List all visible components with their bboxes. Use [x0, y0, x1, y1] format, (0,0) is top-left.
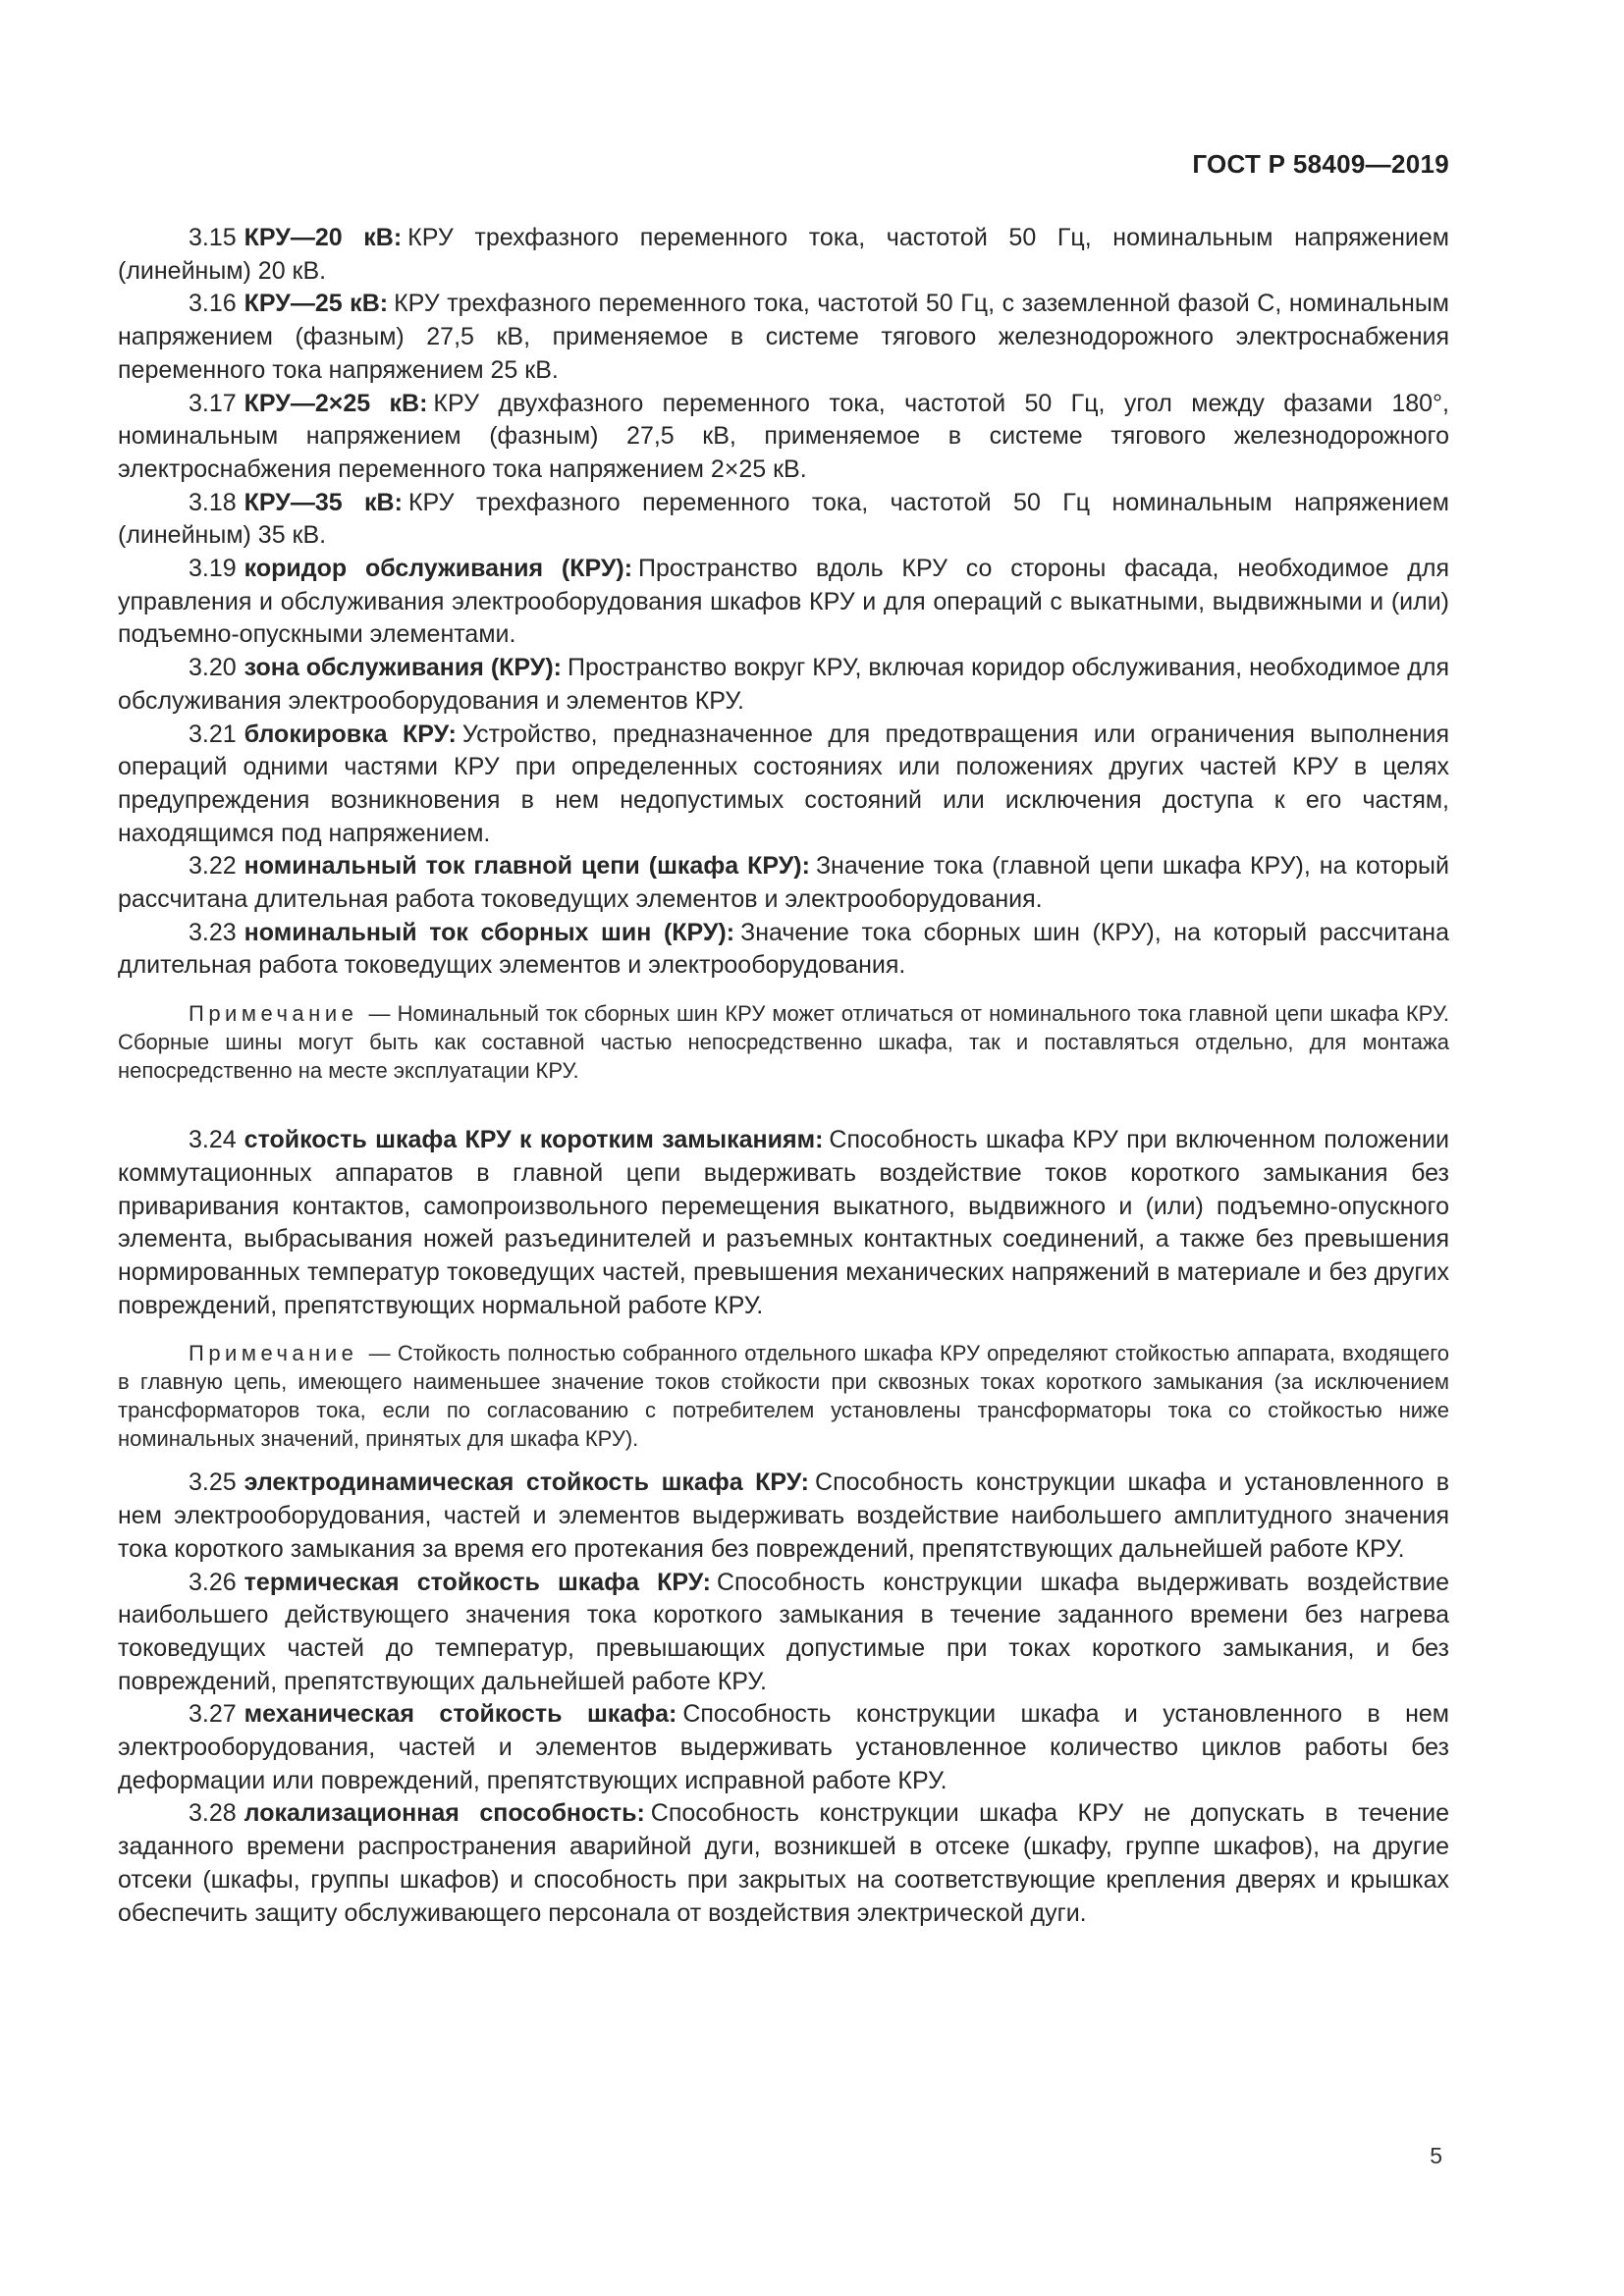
definition-text: КРУ трехфазного переменного тока, частотой 50 Гц, с заземленной фазой С, номинальным напряжением (фазным) 27,5 кВ, применяемое в системе тягового железнодорожного электроснабжения переменного тока напряжением 25 кВ.: [118, 290, 1449, 384]
definition-text: Способность конструкции шкафа выдерживать воздействие наибольшего действующего значения тока короткого замыкания в течение заданного времени без нагрева токоведущих частей до температур, превышающих допустимые при токах короткого замыкания, и без повреждений, препятствующих дальнейшей работе КРУ.: [118, 1568, 1449, 1695]
definition-paragraph: [118, 553, 1449, 652]
definition-text: Значение тока сборных шин (КРУ), на который рассчитана длительная работа токоведущих элементов и электрооборудования.: [118, 918, 1449, 980]
defined-term: номинальный ток сборных шин (КРУ):: [244, 918, 735, 946]
definition-paragraph: [118, 1567, 1449, 1699]
note-block: [118, 1339, 1449, 1453]
definition-text: Способность шкафа КРУ при включенном положении коммутационных аппаратов в главной цепи выдерживать воздействие токов короткого замыкания без приваривания контактов, самопроизвольного перемещения выкатного, выдвижного и (или) подъемно-опускного элемента, выбрасывания ножей разъединителей и разъемных контактных соединений, а также без превышения нормированных температур токоведущих частей, превышения механических напряжений в материале и без других повреждений, препятствующих нормальной работе КРУ.: [118, 1126, 1449, 1319]
clause-number: 3.28: [189, 1799, 237, 1828]
clause-number: 3.23: [189, 918, 237, 946]
definition-text: Значение тока (главной цепи шкафа КРУ), на который рассчитана длительная работа токоведущих элементов и электрооборудования.: [118, 852, 1449, 914]
note-block: [118, 999, 1449, 1085]
definition-text: Способность конструкции шкафа КРУ не допускать в течение заданного времени распространения аварийной дуги, возникшей в отсеке (шкафу, группе шкафов), на другие отсеки (шкафы, группы шкафов) и способность при закрытых на соответствующие крепления дверях и крышках обеспечить защиту обслуживающего персонала от воздействия электрической дуги.: [118, 1799, 1449, 1927]
note-text: — Стойкость полностью собранного отдельного шкафа КРУ определяют стойкостью аппарата, входящего в главную цепь, имеющего наименьшее значение токов стойкости при сквозных токах короткого замыкания (за исключением трансформаторов тока, если по согласованию с потребителем установлены трансформаторы тока со стойкостью ниже номинальных значений, принятых для шкафа КРУ).: [118, 1341, 1449, 1452]
defined-term: КРУ—35 кВ:: [244, 488, 403, 516]
definition-text: КРУ двухфазного переменного тока, частотой 50 Гц, угол между фазами 180°, номинальным напряжением (фазным) 27,5 кВ, применяемое в системе тягового железнодорожного электроснабжения переменного тока напряжением 2×25 кВ.: [118, 389, 1449, 483]
clause-number: 3.19: [189, 555, 237, 583]
defined-term: номинальный ток главной цепи (шкафа КРУ):: [244, 852, 810, 881]
definition-paragraph: [118, 388, 1449, 487]
definition-text: Пространство вокруг КРУ, включая коридор обслуживания, необходимое для обслуживания электрооборудования и элементов КРУ.: [118, 654, 1450, 715]
spacer: [118, 983, 1449, 999]
defined-term: КРУ—25 кВ:: [244, 290, 389, 318]
definition-paragraph: [118, 1467, 1449, 1566]
defined-term: блокировка КРУ:: [244, 720, 457, 748]
definition-text: Устройство, предназначенное для предотвращения или ограничения выполнения операций одними частями КРУ при определенных состояниях или положениях других частей КРУ в целях предупреждения возникновения в нем недопустимых состояний или исключения доступа к его частям, находящимся под напряжением.: [118, 720, 1449, 847]
definition-paragraph: [118, 1698, 1449, 1797]
defined-term: коридор обслуживания (КРУ):: [244, 555, 633, 583]
definition-text: Пространство вдоль КРУ со стороны фасада, необходимое для управления и обслуживания электрооборудования шкафов КРУ и для операций с выкатными, выдвижными и (или) подъемно-опускными элементами.: [118, 555, 1450, 649]
clause-number: 3.27: [189, 1700, 237, 1729]
defined-term: электродинамическая стойкость шкафа КРУ:: [244, 1468, 810, 1497]
page-number: 5: [1430, 2143, 1442, 2168]
definition-paragraph: [118, 719, 1449, 851]
definition-text: КРУ трехфазного переменного тока, частотой 50 Гц номинальным напряжением (линейным) 35 кВ.: [118, 488, 1449, 550]
clause-number: 3.26: [189, 1568, 237, 1596]
definition-text: Способность конструкции шкафа и установленного в нем электрооборудования, частей и элементов выдерживать воздействие наибольшего амплитудного значения тока короткого замыкания за время его протекания без повреждений, препятствующих дальнейшей работе КРУ.: [118, 1468, 1449, 1563]
clause-number: 3.21: [189, 720, 237, 748]
clause-number: 3.18: [189, 488, 237, 516]
definition-paragraph: [118, 1124, 1449, 1322]
note-text: — Номинальный ток сборных шин КРУ может отличаться от номинального тока главной цепи шкафа КРУ. Сборные шины могут быть как составной частью непосредственно шкафа, так и поставляться отдельно, для монтажа непосредственно на месте эксплуатации КРУ.: [118, 1001, 1449, 1084]
spacer: [118, 1322, 1449, 1339]
definition-paragraph: [118, 652, 1449, 718]
clause-number: 3.16: [189, 290, 237, 318]
definition-paragraph: [118, 487, 1449, 553]
defined-term: зона обслуживания (КРУ):: [244, 654, 562, 682]
standard-header: ГОСТ Р 58409—2019: [1192, 149, 1449, 179]
defined-term: локализационная способность:: [244, 1799, 645, 1828]
clause-number: 3.20: [189, 654, 237, 682]
spacer: [118, 1085, 1449, 1124]
spacer: [118, 1453, 1449, 1467]
defined-term: термическая стойкость шкафа КРУ:: [244, 1568, 711, 1596]
note-label: Примечание: [189, 1001, 358, 1027]
definition-paragraph: [118, 850, 1449, 916]
document-body: [118, 222, 1449, 1930]
defined-term: КРУ—20 кВ:: [244, 224, 403, 251]
clause-number: 3.15: [189, 224, 237, 251]
clause-number: 3.17: [189, 389, 237, 417]
clause-number: 3.22: [189, 852, 237, 881]
definition-paragraph: [118, 1797, 1449, 1930]
defined-term: КРУ—2×25 кВ:: [244, 389, 428, 417]
definition-paragraph: [118, 288, 1449, 387]
defined-term: стойкость шкафа КРУ к коротким замыканиям:: [244, 1126, 824, 1154]
clause-number: 3.24: [189, 1126, 237, 1154]
note-label: Примечание: [189, 1341, 358, 1366]
definition-text: Способность конструкции шкафа и установленного в нем электрооборудования, частей и элементов выдерживать установленное количество циклов работы без деформации или повреждений, препятствующих исправной работе КРУ.: [118, 1700, 1449, 1794]
definition-paragraph: [118, 222, 1449, 288]
defined-term: механическая стойкость шкафа:: [244, 1700, 677, 1729]
definition-paragraph: [118, 917, 1449, 983]
definition-text: КРУ трехфазного переменного тока, частотой 50 Гц, номинальным напряжением (линейным) 20 кВ.: [118, 224, 1449, 285]
clause-number: 3.25: [189, 1468, 237, 1497]
